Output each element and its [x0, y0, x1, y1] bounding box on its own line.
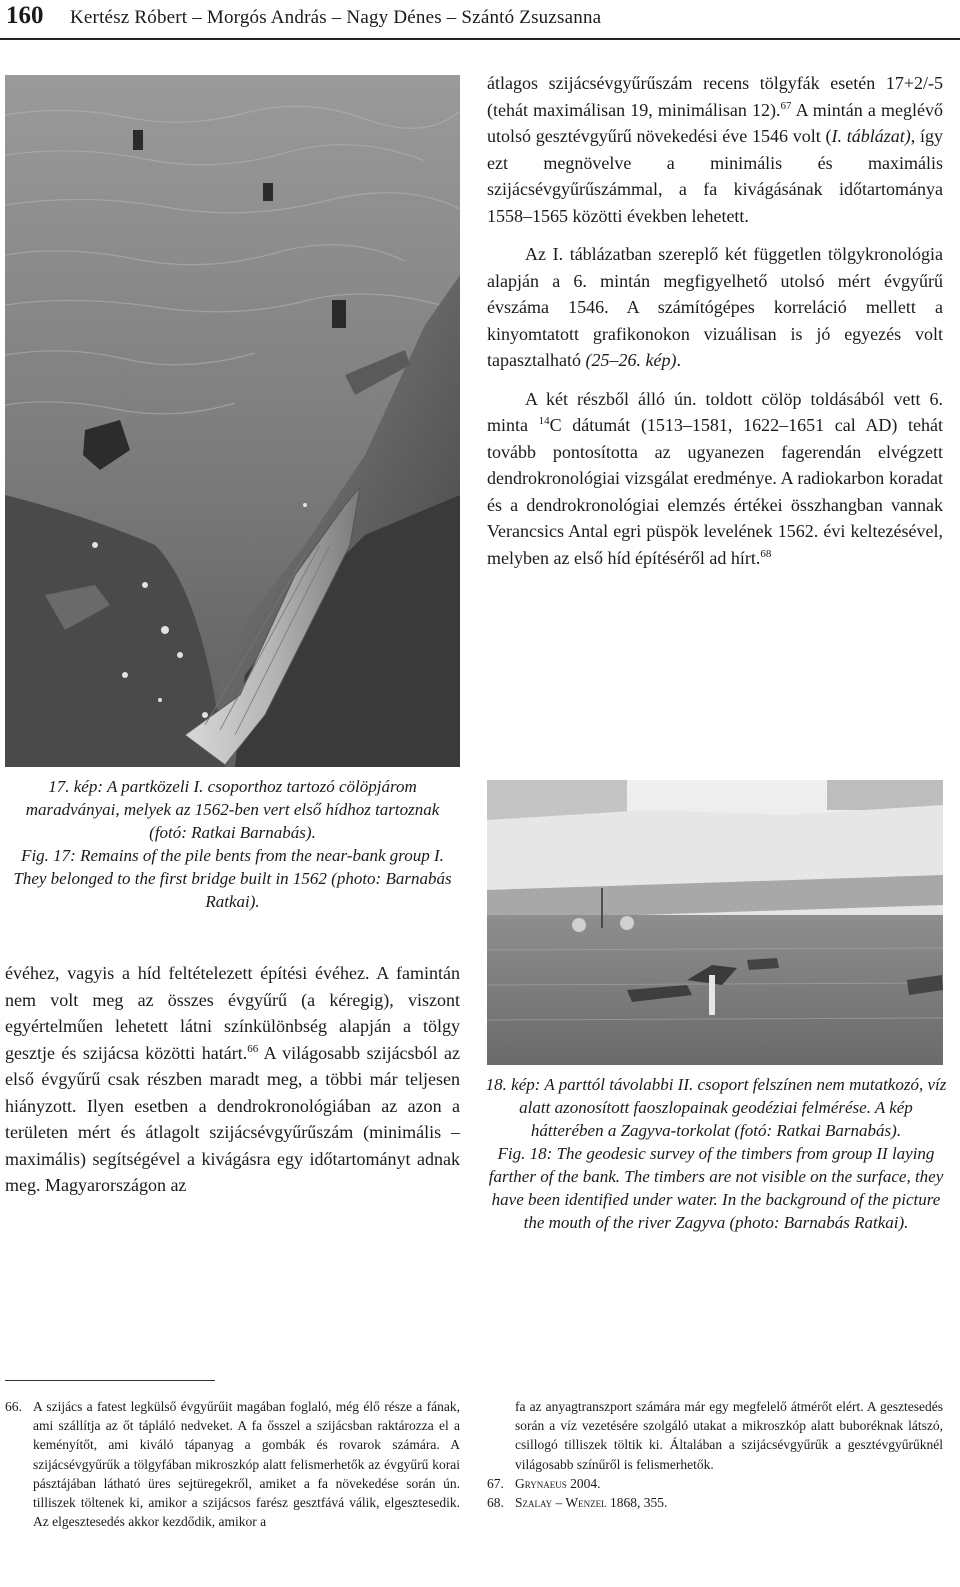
caption-hungarian: 18. kép: A parttól távolabbi II. csoport felszínen nem mutatkozó, víz alatt azonosított faoszlopainak geodéziai felmérése. A kép hátterében a Zagyva-torkolat (fotó: Ratkai Barnabás).: [485, 1075, 947, 1140]
paragraph: Az I. táblázatban szereplő két független tölgykronológia alapján a 6. mintán megfigyelhető utolsó mért évgyűrű évszáma 1546. A számítógépes korreláció mellett a kinyomtatott grafikonokon vizuálisan is jó egyezés volt tapasztalható (25–26. kép).: [487, 244, 943, 370]
paragraph: átlagos szijácsévgyűrűszám recens tölgyfák esetén 17+2/-5 (tehát maximálisan 19, minimálisan 12).$^{67}$ A mintán a meglévő utolsó gesztévgyűrű növekedési éve 1546 volt (I. táblázat), így ezt megnövelve a minimális és maximális szijácsévgyűrűszámmal, a fa kivágásának időtartománya 1558–1565 közötti években lehetett.: [487, 73, 943, 226]
figure-18-caption: [484, 1073, 948, 1234]
figure-18-photo: [487, 780, 943, 1065]
footnotes-right: [487, 1397, 943, 1512]
caption-hungarian: 17. kép: A partközeli I. csoporthoz tartozó cölöpjárom maradványai, melyek az 1562-ben vert első hídhoz tartoznak (fotó: Ratkai Barnabás).: [25, 777, 440, 842]
caption-english: Fig. 18: The geodesic survey of the timbers from group II laying farther of the bank. The timbers are not visible on the surface, they have been identified under water. In the background of the picture the mouth of the river Zagyva (photo: Barnabás Ratkai).: [488, 1144, 944, 1232]
footnotes-left: [5, 1397, 460, 1531]
footnote-ref[interactable]: 68: [760, 547, 772, 560]
footnote-ref[interactable]: 66: [247, 1042, 259, 1055]
caption-english: Fig. 17: Remains of the pile bents from the near-bank group I. They belonged to the first bridge built in 1562 (photo: Barnabás Ratkai).: [13, 846, 452, 911]
right-column-text: [487, 70, 943, 571]
footnote-68: 68. Szalay – Wenzel 1868, 355.: [487, 1495, 668, 1511]
page-number: 160: [6, 2, 44, 29]
footnote-66-continued: fa az anyagtranszport számára már egy megfelelő átmérőt elért. A gesztesedés során a víz vezetésére szolgáló utakat a mikroszkóp alatt buboréknak látszó, csillogó tilliszek töltik ki. Általában a szijácsévgyűrűk a gesztévgyűrűknél világosabb színűről is felismerhetők.: [515, 1399, 943, 1472]
footnote-rule: [5, 1380, 215, 1381]
left-column-text: [5, 960, 460, 1199]
header-rule: [0, 38, 960, 40]
footnote-66: 66. A szijács a fatest legkülső évgyűrűit magában foglaló, még élő része a fának, ami szállítja az őt tápláló nedveket. A fa ősszel a szijácsban raktározza el a keményítőt, ami kiváló tápanyag a gombák és rovarok számára. A szijácsévgyűrűk a tölgyfában mikroszkóp alatt felismerhetők az évgyűrű korai pásztájában látható üres sejtüregekről, amiket a fa növekedése során ún. tilliszek töltenek ki, amikor a szijácsos farész gesztfává válik, elgesztesedik. Az elgesztesedés akkor kezdődik, amikor a: [5, 1399, 460, 1530]
page-header: [0, 0, 960, 38]
paragraph: A két részből álló ún. toldott cölöp toldásából vett 6. minta $^{14}$C dátumát (1513–1581, 1622–1651 cal AD) tehát tovább pontosította az ugyanezen fagerendán elvégzett dendrokronológiai vizsgálat eredménye. A radiokarbon koradat és a dendrokronológiai elemzés értékei összhangban vannak Verancsics Antal egri püspök levelének 1562. évi keltezésével, melyben az első híd építéséről ad hírt.$^{68}$: [487, 388, 943, 568]
footnote-67: 67. Grynaeus 2004.: [487, 1475, 601, 1491]
running-head: Kertész Róbert – Morgós András – Nagy Dénes – Szántó Zsuzsanna: [70, 7, 602, 28]
figure-17-photo: [5, 75, 460, 767]
footnote-ref[interactable]: 67: [780, 99, 792, 112]
figure-17-caption: [5, 775, 460, 913]
paragraph: évéhez, vagyis a híd feltételezett építési évéhez. A famintán nem volt meg az összes évgyűrű (a kéregig), viszont egyértelműen lehetett látni színkülönbség alapján a tölgy gesztje és szijácsa közötti határt.$^{66}$ A világosabb szijácsból az első évgyűrű csak részben maradt meg, a többi már teljesen hiányzott. Ilyen esetben a dendrokronológiában az azon a területen mért és átlagolt szijácsévgyűrűszám (minimális – maximális) segítségével a kivágásra egy időtartományt adnak meg. Magyarországon az: [5, 963, 460, 1195]
